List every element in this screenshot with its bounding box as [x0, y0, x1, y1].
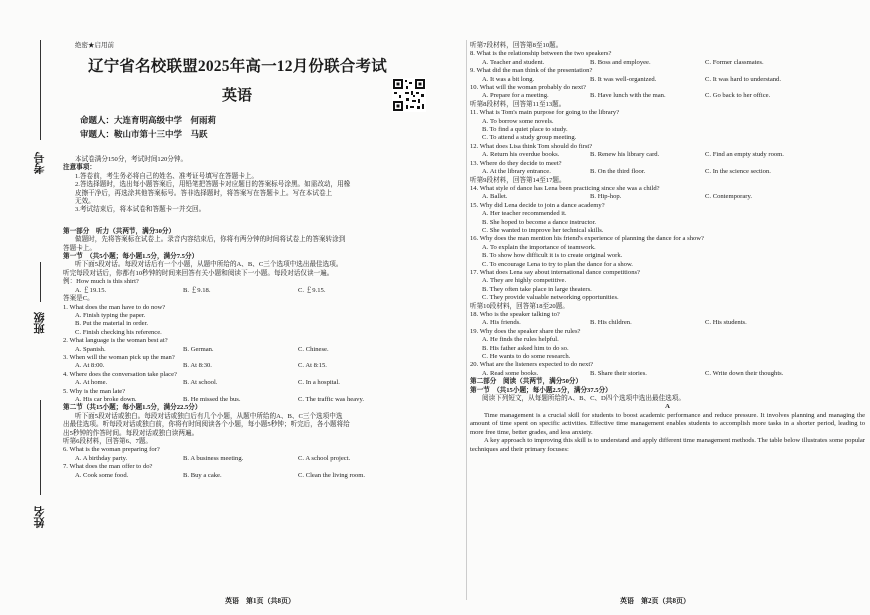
- question: 5. Why is the man late?: [63, 387, 126, 395]
- binding-line: [40, 400, 41, 495]
- question: 15. Why did Lena decide to join a dance academy?: [470, 201, 605, 209]
- exam-info: 本试卷满分150分，考试时间120分钟。: [75, 156, 188, 163]
- question: 12. What does Lisa think Tom should do first?: [470, 142, 593, 150]
- option: A. To borrow some novels.: [482, 117, 554, 125]
- example-answer: 答案是C。: [63, 295, 94, 303]
- option: A. Her teacher recommended it.: [482, 210, 567, 218]
- option: B. Put the material in order.: [75, 320, 149, 328]
- option: B. She hoped to become a dance instructor.: [482, 218, 597, 226]
- part-heading: 第二部分 阅读（共两节，满分50分）: [470, 378, 583, 386]
- options: A. Prepare for a meeting. B. Have lunch with the man. C. Go back to her office.: [482, 92, 771, 100]
- page-title: 辽宁省名校联盟2025年高一12月份联合考试: [88, 58, 387, 75]
- page-footer-right: 英语 第2页（共8页）: [620, 597, 690, 605]
- options: A. Spanish. B. German. C. Chinese.: [75, 345, 329, 353]
- question: 2. What language is the woman best at?: [63, 337, 168, 345]
- option: C. She wanted to improve her technical skills.: [482, 226, 604, 234]
- right-page-body: [470, 42, 865, 454]
- question: 11. What is Tom's main purpose for going to the library?: [470, 109, 620, 117]
- question: 7. What does the man offer to do?: [63, 463, 153, 471]
- options: A. It was a bit long. B. It was well-organized. C. It was hard to understand.: [482, 75, 781, 83]
- reading-paragraph: A key approach to improving this skill is to understand and apply different time management methods. The table below illustrates some popular techniques and their primary focuses:: [470, 437, 865, 453]
- confidential-mark: 绝密★启用前: [75, 42, 114, 49]
- option: B. They often take place in large theaters.: [482, 285, 592, 293]
- option: A. He finds the rules helpful.: [482, 336, 559, 344]
- reviewer: 审题人：鞍山市第十三中学 马跃: [80, 129, 208, 139]
- page-footer-left: 英语 第1页（共8页）: [225, 597, 295, 605]
- exam-number-label: 考号: [34, 152, 46, 174]
- options: A. Teacher and student. B. Boss and employee. C. Former classmates.: [482, 58, 764, 66]
- options: A. His friends. B. His children. C. His students.: [482, 319, 747, 327]
- option: A. To explain the importance of teamwork.: [482, 243, 596, 251]
- note-item: 3.考试结束后，将本试卷和答题卡一并交回。: [75, 206, 206, 214]
- option: C. To encourage Lena to try to plan the dance for a show.: [482, 260, 633, 268]
- section-directions: 出5秒钟的作答时间。每段对话或独白读两遍。: [63, 429, 199, 437]
- left-page-body: [63, 156, 463, 480]
- part-intro: 答题卡上。: [63, 244, 96, 252]
- passage-note: 听第6段材料，回答第6、7题。: [63, 438, 153, 445]
- binding-margin: [0, 0, 62, 615]
- option: C. They provide valuable networking opportunities.: [482, 294, 619, 302]
- section-heading: 第二节（共15小题；每小题1.5分，满分22.5分）: [63, 404, 202, 412]
- binding-line: [40, 262, 41, 302]
- passage-note: 听第9段材料，回答第14至17题。: [470, 176, 566, 184]
- option: C. To attend a study group meeting.: [482, 134, 577, 142]
- question: 16. Why does the man mention his friend's experience of planning the dance for a show?: [470, 235, 704, 243]
- class-label: 班级: [34, 312, 46, 334]
- option: B. His father asked him to do so.: [482, 344, 569, 352]
- reading-paragraph: Time management is a crucial skill for students to boost academic performance and reduce pressure. It involves planning and managing the amount of time spent on specific activities. Effective time management enables students to accomplish more tasks in a shorter period, leading to more free time, better grades, and less anxiety.: [470, 411, 865, 436]
- options: A. At 8:00. B. At 8:30. C. At 8:15.: [75, 362, 327, 370]
- question-setter: 命题人：大连育明高级中学 何雨莉: [80, 115, 217, 125]
- question: 17. What does Lena say about international dance competitions?: [470, 268, 640, 276]
- qr-code-icon: [392, 78, 426, 112]
- section-directions: 听下面5段对话或独白。每段对话或独白后有几个小题，从题中所给的A、B、C三个选项中选: [75, 412, 343, 420]
- options: A. Ballet. B. Hip-hop. C. Contemporary.: [482, 193, 753, 201]
- notes-heading: 注意事项：: [63, 164, 96, 172]
- question: 13. Where do they decide to meet?: [470, 159, 562, 167]
- note-item: 皮擦干净后，再选涂其他答案标号。答非选择题时，将答案写在答题卡上。写在本试卷上: [75, 189, 333, 197]
- section-directions: 听下面5段对话。每段对话后有一个小题，从题中所给的A、B、C三个选项中选出最佳选项。: [75, 261, 343, 269]
- passage-letter: A: [665, 403, 670, 411]
- name-label: 姓名: [34, 506, 46, 528]
- subject-title: 英语: [222, 88, 253, 104]
- option: C. Finish checking his reference.: [75, 328, 162, 336]
- options: A. At home. B. At school. C. In a hospital.: [75, 379, 340, 387]
- binding-line: [40, 40, 41, 140]
- question: 18. Who is the speaker talking to?: [470, 311, 560, 318]
- example-question: 例：How much is this shirt?: [63, 278, 139, 286]
- section-directions: 阅读下列短文，从每题所给的A、B、C、D四个选项中选出最佳选项。: [482, 395, 685, 403]
- passage-note: 听第10段材料，回答第18至20题。: [470, 302, 569, 310]
- options: A. At the library entrance. B. On the third floor. C. In the science section.: [482, 168, 771, 176]
- options: A. Cook some food. B. Buy a cake. C. Clean the living room.: [75, 471, 366, 479]
- option: C. He wants to do some research.: [482, 353, 571, 361]
- options: A. His car broke down. B. He missed the bus. C. The traffic was heavy.: [75, 395, 364, 403]
- options: A. Read some books. B. Share their stories. C. Write down their thoughts.: [482, 369, 784, 377]
- question: 3. When will the woman pick up the man?: [63, 353, 175, 361]
- question: 10. What will the woman probably do next?: [470, 84, 586, 92]
- option: B. To find a quiet place to study.: [482, 126, 568, 134]
- options: A. A birthday party. B. A business meeting. C. A school project.: [75, 454, 351, 462]
- options: A. ￡19.15. B. ￡9.18. C. ￡9.15.: [75, 286, 326, 294]
- option: A. Finish typing the paper.: [75, 311, 146, 319]
- section-heading: 第一节 （共15小题；每小题2.5分，满分37.5分）: [470, 386, 612, 394]
- section-heading: 第一节 （共5小题；每小题1.5分，满分7.5分）: [63, 253, 199, 261]
- question: 20. What are the listeners expected to do next?: [470, 361, 594, 369]
- part-intro: 做题时，先将答案标在试卷上。录音内容结束后，你将有两分钟的时间将试卷上的答案转涂到: [75, 236, 346, 244]
- question: 8. What is the relationship between the two speakers?: [470, 50, 612, 58]
- question: 6. What is the woman preparing for?: [63, 446, 160, 454]
- passage-note: 听第7段材料，回答第8至10题。: [470, 42, 563, 49]
- question: 14. What style of dance has Lena been practicing since she was a child?: [470, 184, 660, 192]
- note-item: 2.答选择题时，选出每小题答案后，用铅笔把答题卡对应题目的答案标号涂黑。如需改动，用橡: [75, 181, 351, 189]
- section-directions: 出最佳选项。听每段对话或独白前，你将有时间阅读各个小题，每小题5秒钟；听完后，各小题将给: [63, 421, 350, 429]
- option: A. They are highly competitive.: [482, 277, 567, 285]
- question: 9. What did the man think of the presentation?: [470, 67, 593, 75]
- passage-note: 听第8段材料，回答第11至13题。: [470, 100, 566, 108]
- page-divider: [466, 40, 467, 600]
- section-directions: 听完每段对话后，你都有10秒钟的时间来回答有关小题和阅读下一小题。每段对话仅读一遍。: [63, 269, 334, 277]
- question: 4. Where does the conversation take place?: [63, 370, 177, 378]
- options: A. Return his overdue books. B. Renew his library card. C. Find an empty study room.: [482, 151, 784, 159]
- note-item: 1.答卷前，考生务必将自己的姓名、准考证号填写在答题卡上。: [75, 172, 258, 180]
- question: 1. What does the man have to do now?: [63, 303, 166, 311]
- note-item: 无效。: [75, 198, 95, 206]
- question: 19. Why does the speaker share the rules?: [470, 327, 581, 335]
- option: B. To show how difficult it is to create original work.: [482, 252, 623, 260]
- part-heading: 第一部分 听力（共两节，满分30分）: [63, 227, 176, 235]
